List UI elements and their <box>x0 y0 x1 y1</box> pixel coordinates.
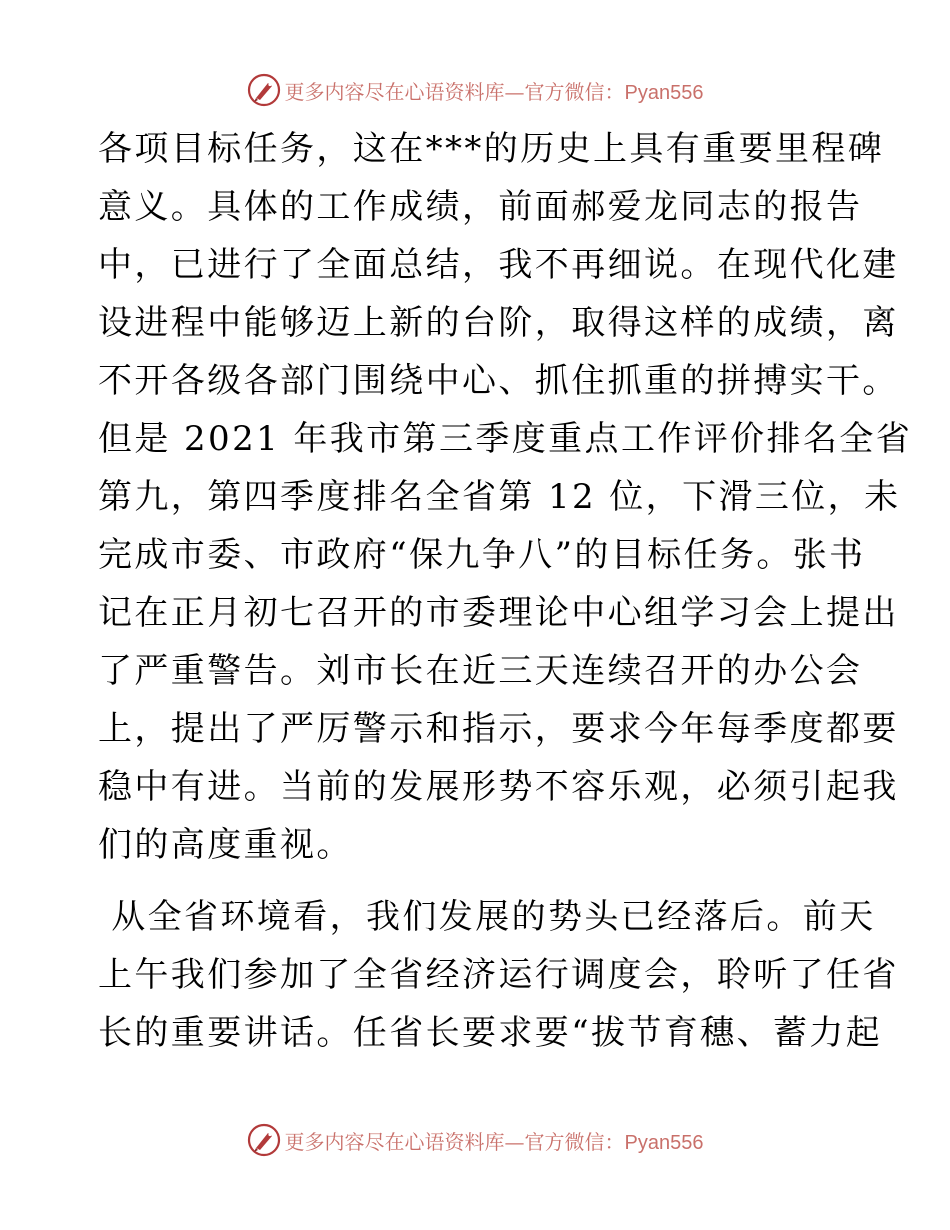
text-line: 记在正月初七召开的市委理论中心组学习会上提出 <box>98 593 899 633</box>
text-line: 中，已进行了全面总结，我不再细说。在现代化建 <box>98 245 899 285</box>
text-line: 从全省环境看，我们发展的势头已经落后。前天 <box>98 897 876 937</box>
footer-banner-cn: 更多内容尽在心语资料库—官方微信： <box>284 1129 625 1154</box>
header-banner-wechat-id: Pyan556 <box>624 81 704 104</box>
footer-banner-text <box>285 1126 704 1155</box>
paragraph-2 <box>98 888 899 1062</box>
paragraph-spacer <box>98 874 858 888</box>
header-banner-text <box>285 76 704 105</box>
text-line: 完成市委、市政府“保九争八”的目标任务。张书 <box>98 535 866 575</box>
text-line: 上午我们参加了全省经济运行调度会，聆听了任省 <box>98 955 899 995</box>
text-line: 们的高度重视。 <box>98 825 353 865</box>
text-line: 长的重要讲话。任省长要求要“拔节育穗、蓄力起 <box>98 1013 883 1053</box>
text-line: 稳中有进。当前的发展形势不容乐观，必须引起我 <box>98 767 899 807</box>
text-line: 第九，第四季度排名全省第 12 位，下滑三位，未 <box>98 477 901 517</box>
text-line: 不开各级各部门围绕中心、抓住抓重的拼搏实干。 <box>98 361 899 401</box>
footer-banner-wechat-id: Pyan556 <box>624 1131 704 1154</box>
header-watermark-banner <box>0 70 950 110</box>
paragraph-1 <box>98 120 913 874</box>
pen-logo-icon <box>247 1123 281 1157</box>
text-line: 设进程中能够迈上新的台阶，取得这样的成绩，离 <box>98 303 899 343</box>
text-line: 上，提出了严厉警示和指示，要求今年每季度都要 <box>98 709 899 749</box>
text-line: 了严重警告。刘市长在近三天连续召开的办公会 <box>98 651 863 691</box>
text-line: 各项目标任务，这在***的历史上具有重要里程碑 <box>98 129 885 169</box>
pen-logo-icon <box>247 73 281 107</box>
footer-watermark-banner <box>0 1120 950 1160</box>
document-body <box>98 120 913 1062</box>
text-line: 意义。具体的工作成绩，前面郝爱龙同志的报告 <box>98 187 863 227</box>
text-line: 但是 2021 年我市第三季度重点工作评价排名全省 <box>98 419 913 459</box>
header-banner-cn: 更多内容尽在心语资料库—官方微信： <box>284 79 625 104</box>
